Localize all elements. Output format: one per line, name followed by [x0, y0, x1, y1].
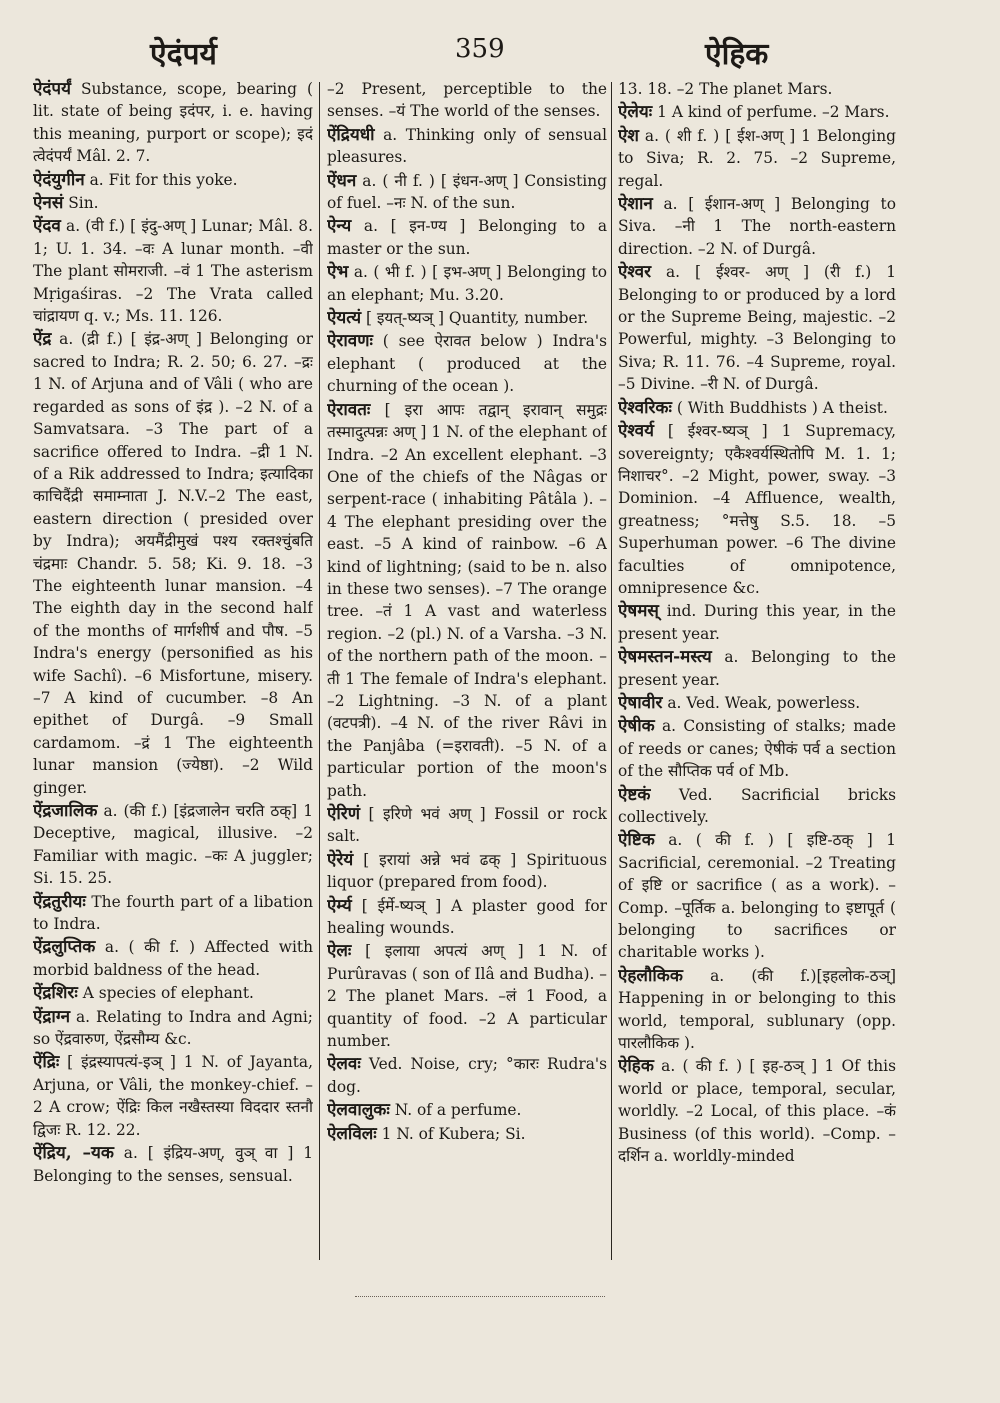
entry-definition: a. Relating to Indra and Agni; so ऐंद्रवारुण, ऐंद्रसौम्य &c. [33, 1007, 313, 1049]
dictionary-entry [327, 849, 607, 894]
dictionary-entry [327, 307, 607, 329]
dictionary-entry [33, 192, 313, 214]
headword: ऐंद्रलुप्तिक [33, 937, 96, 958]
headword: ऐंधन [327, 170, 357, 191]
dictionary-entry [618, 125, 896, 192]
entry-definition: ( With Buddhists ) A theist. [676, 398, 888, 417]
headword: ऐंद्र [33, 329, 52, 350]
dictionary-entry [327, 330, 607, 397]
headword: ऐरावणः [327, 331, 373, 352]
dictionary-entry [327, 940, 607, 1052]
dictionary-entry [327, 170, 607, 215]
headword: ऐलविलः [327, 1123, 377, 1144]
headword: ऐष्टकं [618, 784, 651, 805]
headword: ऐहलौकिक [618, 965, 683, 986]
entry-definition: a. [ ईशान-अण् ] Belonging to Siva. –नी 1 The north-eastern direction. –2 N. of Durgâ. [618, 195, 896, 258]
dictionary-entry [327, 1053, 607, 1098]
headword: ऐश्वरिकः [618, 397, 672, 418]
headword: ऐंद्रियधी [327, 124, 375, 145]
headword: ऐंदव [33, 216, 61, 237]
headword: ऐलवालुकः [327, 1100, 390, 1121]
headword: ऐंद्राग्न [33, 1006, 71, 1027]
column-divider-2 [611, 82, 612, 1260]
entry-definition: The fourth part of a libation to Indra. [33, 892, 313, 934]
headword: ऐलः [327, 941, 352, 962]
entry-definition: [ इरायां अन्ने भवं ढक् ] Spirituous liquor (prepared from food). [327, 850, 607, 892]
dictionary-entry [33, 328, 313, 799]
entry-definition: Substance, scope, bearing ( lit. state of being इदंपर, i. e. having this meaning, purport or scope); इदं त्वेदंपर्यं Mâl. 2. 7. [33, 80, 313, 166]
headword: ऐंद्रजालिक [33, 801, 98, 821]
entry-definition: a. (द्री f.) [ इंद्र-अण् ] Belonging or sacred to Indra; R. 2. 50; 6. 27. –द्रः 1 N. of Arjuna and of Vâli ( who are regarded as sons of इंद्र ). –2 N. of a Samvatsara. –3 The part of a sacrifice offered to Indra. –द्री 1 N. of a Rik addressed to Indra; इत्यादिका काचिदैंद्री समाम्नाता J. N.V.–2 The east, eastern direction ( presided over by Indra); अयमैंद्रीमुखं पश्य रक्तश्चुंबति चंद्रमाः Chandr. 5. 58; Ki. 9. 18. –3 The eighteenth lunar mansion. –4 The eighth day in the second half of the months of मार्गशीर्ष and पौष. –5 Indra's energy (personified as his wife Sachî). –6 Misfortune, misery. –7 A kind of cucumber. –8 An epithet of Durgâ. –9 Small cardamom. –द्रं 1 The eighteenth lunar mansion (ज्येष्ठा). –2 Wild ginger. [33, 330, 313, 797]
column-2 [327, 78, 607, 1248]
entry-definition: a. Ved. Weak, powerless. [667, 693, 861, 712]
headword: ऐष्टिक [618, 830, 655, 851]
dictionary-entry [618, 78, 896, 100]
dictionary-entry [618, 193, 896, 260]
dictionary-entry [618, 715, 896, 782]
entry-definition: a. Belonging to the present year. [618, 648, 896, 689]
headword: ऐलवः [327, 1054, 361, 1075]
dictionary-entry [618, 646, 896, 691]
entry-definition: a. (वी f.) [ इंदु-अण् ] Lunar; Mâl. 8. 1; U. 1. 34. –वः A lunar month. –वी The plant सोमराजी. –वं 1 The asterism Mṛigaśiras. –2 The Vrata called चांद्रायण q. v.; Ms. 11. 126. [33, 217, 313, 326]
dictionary-entry [618, 784, 896, 829]
headword: ऐहिक [618, 1056, 654, 1077]
headword: ऐषमस्तन-मस्त्य [618, 647, 712, 668]
entry-definition: a. ( नी f. ) [ इंधन-अण् ] Consisting of fuel. –नः N. of the sun. [327, 171, 607, 213]
entry-definition: Ved. Noise, cry; °कारः Rudra's dog. [327, 1055, 607, 1096]
dictionary-entry [33, 215, 313, 327]
entry-definition: a. Fit for this yoke. [89, 170, 238, 189]
dictionary-entry [33, 78, 313, 168]
dictionary-entry [33, 169, 313, 191]
dictionary-entry [33, 982, 313, 1004]
dictionary-entry [618, 261, 896, 395]
entry-definition: [ इरा आपः तद्वान् इरावान् समुद्रः तस्मादुत्पन्नः अण् ] 1 N. of the elephant of Indra. –2 An excellent elephant. –3 One of the chiefs of the Nâgas or serpent-race ( inhabiting Pâtâla ). –4 The elephant presiding over the east. –5 A kind of rainbow. –6 A kind of lightning; (said to be n. also in these two senses). –7 The orange tree. –तं 1 A vast and waterless region. –2 (pl.) N. of a Varsha. –3 N. of the northern path of the moon. –ती 1 The female of Indra's elephant. –2 Lightning. –3 N. of a plant (वटपत्री). –4 N. of the river Râvi in the Panjâba (=इरावती). –5 N. of a particular portion of the moon's path. [327, 400, 607, 800]
entry-definition: a. (की f.)[इहलोक-ठञ्] Happening in or belonging to this world, temporal, sublunary (opp. पारलौकिक ). [618, 966, 896, 1053]
entry-definition: [ इयत्-ष्यञ् ] Quantity, number. [365, 309, 589, 328]
dictionary-entry [327, 1099, 607, 1121]
header-left-guide-word: ऐदंपर्य [150, 37, 217, 72]
headword: ऐशान [618, 194, 653, 215]
entry-definition: [ ईर्मे-ष्यञ् ] A plaster good for healing wounds. [327, 896, 607, 938]
dictionary-entry [327, 78, 607, 123]
dictionary-entry [618, 965, 896, 1055]
entry-definition: 1 N. of Kubera; Si. [381, 1124, 526, 1143]
headword: ऐदंयुगीन [33, 169, 85, 190]
dictionary-entry [327, 215, 607, 260]
dictionary-entry [327, 399, 607, 802]
page-header [0, 28, 1000, 78]
headword: ऐषावीर [618, 692, 663, 713]
headword: ऐयत्यं [327, 308, 362, 329]
entry-definition: A species of elephant. [82, 984, 254, 1003]
dictionary-entry [327, 1123, 607, 1145]
entry-definition: a. [ ईश्वर- अण् ] (री f.) 1 Belonging to or produced by a lord or the Supreme Being, majestic. –2 Powerful, mighty. –3 Belonging to Siva; R. 11. 76. –4 Supreme, royal. –5 Divine. –री N. of Durgâ. [618, 263, 896, 394]
headword: ऐनसं [33, 193, 64, 214]
entry-definition: [ इरिणे भवं अण् ] Fossil or rock salt. [327, 805, 607, 846]
entry-definition: [ इंद्रस्यापत्यं-इञ् ] 1 N. of Jayanta, Arjuna, or Vâli, the monkey-chief. –2 A crow; ऐंद्रिः किल नखैस्तस्या विददार स्तनौ द्विजः R. 12. 22. [33, 1053, 313, 1139]
entry-definition: Sin. [68, 194, 99, 213]
entry-definition: a. ( की f. ) Affected with morbid baldness of the head. [33, 938, 313, 979]
headword: ऐषीक [618, 716, 655, 737]
dictionary-entry [33, 1051, 313, 1141]
column-1 [33, 78, 313, 1248]
headword: ऐषमस् [618, 601, 659, 622]
dictionary-entry [618, 692, 896, 714]
dictionary-entry [33, 800, 313, 890]
footer-dotted-rule [355, 1296, 605, 1297]
entry-definition: N. of a perfume. [394, 1101, 522, 1120]
headword: ऐश्वर्य [618, 421, 654, 442]
entry-definition: a. [ इंद्रिय-अण्, वुञ् वा ] 1 Belonging to the senses, sensual. [33, 1144, 313, 1185]
headword: ऐर्म्य [327, 895, 352, 916]
dictionary-entry [618, 420, 896, 599]
entry-definition: –2 Present, perceptible to the senses. –यं The world of the senses. [327, 80, 607, 121]
entry-definition: [ ईश्वर-ष्यञ् ] 1 Supremacy, sovereignty; एकैश्वर्यस्थितोपि M. 1. 1; निशाचर°. –2 Might, power, sway. –3 Dominion. –4 Affluence, wealth, greatness; °मत्तेषु S.5. 18. –5 Superhuman power. –6 The divine faculties of omnipotence, omnipresence &c. [618, 422, 896, 597]
headword: ऐदंपर्यं [33, 79, 71, 99]
entry-definition: a. (की f.) [इंद्रजालेन चरति ठक्] 1 Deceptive, magical, illusive. –2 Familiar with magic. –कः A juggler; Si. 15. 25. [33, 802, 313, 888]
dictionary-entry [33, 1006, 313, 1051]
entry-definition: ind. During this year, in the present year. [618, 602, 896, 643]
dictionary-entry [33, 891, 313, 936]
headword: ऐंद्रशिरः [33, 983, 78, 1004]
dictionary-entry [327, 803, 607, 848]
headword: ऐश्वर [618, 262, 652, 283]
entry-definition: a. ( की f. ) [ इह-ठञ् ] 1 Of this world or place, temporal, secular, worldly. –2 Local, of this place. –कं Business (of this world). –Comp. –दर्शिन a. worldly-minded [618, 1057, 896, 1166]
entry-definition: Ved. Sacrificial bricks collectively. [618, 785, 896, 826]
headword: ऐंद्रिः [33, 1052, 60, 1073]
entry-definition: a. Thinking only of sensual pleasures. [327, 125, 607, 167]
dictionary-entry [327, 124, 607, 169]
headword: ऐंद्रिय, –यक [33, 1143, 114, 1164]
entry-definition: a. ( भी f. ) [ इभ-अण् ] Belonging to an elephant; Mu. 3.20. [327, 263, 607, 304]
headword: ऐन्य [327, 216, 352, 237]
dictionary-entry [327, 895, 607, 940]
headword: ऐश [618, 125, 639, 146]
headword: ऐरिणं [327, 804, 361, 824]
entry-definition: 1 A kind of perfume. –2 Mars. [657, 103, 890, 122]
dictionary-entry [618, 829, 896, 963]
entry-definition: a. ( शी f. ) [ ईश-अण् ] 1 Belonging to Siva; R. 2. 75. –2 Supreme, regal. [618, 126, 896, 190]
dictionary-entry [327, 261, 607, 306]
entry-definition: a. [ इन-ण्य ] Belonging to a master or the sun. [327, 217, 607, 258]
headword: ऐरेयं [327, 849, 354, 870]
headword: ऐभ [327, 262, 349, 283]
dictionary-entry [618, 397, 896, 419]
dictionary-entry [618, 600, 896, 645]
headword: ऐरावतः [327, 399, 371, 420]
entry-definition: ( see ऐरावत below ) Indra's elephant ( produced at the churning of the ocean ). [327, 332, 607, 396]
dictionary-entry [618, 1055, 896, 1167]
entry-definition: [ इलाया अपत्यं अण् ] 1 N. of Purûravas ( son of Ilâ and Budha). –2 The planet Mars. –लं 1 Food, a quantity of food. –2 A particular number. [327, 942, 607, 1051]
header-right-guide-word: ऐहिक [705, 37, 769, 72]
page-number: 359 [455, 34, 505, 64]
headword: ऐलेयः [618, 102, 653, 123]
entry-definition: a. Consisting of stalks; made of reeds or canes; ऐषीकं पर्व a section of the सौप्तिक पर्व of Mb. [618, 717, 896, 781]
entry-definition: 13. 18. –2 The planet Mars. [618, 80, 833, 98]
column-divider-1 [319, 82, 320, 1260]
column-3 [618, 78, 896, 1248]
entry-definition: a. ( की f. ) [ इष्टि-ठक् ] 1 Sacrificial, ceremonial. –2 Treating of इष्टि or sacrifice ( as a work). –Comp. –पूर्तिक a. belonging to इष्टापूर्त ( belonging to sacrifices or charitable works ). [618, 831, 896, 962]
dictionary-entry [33, 1142, 313, 1187]
headword: ऐंद्रतुरीयः [33, 891, 86, 912]
dictionary-entry [618, 101, 896, 123]
dictionary-entry [33, 936, 313, 981]
